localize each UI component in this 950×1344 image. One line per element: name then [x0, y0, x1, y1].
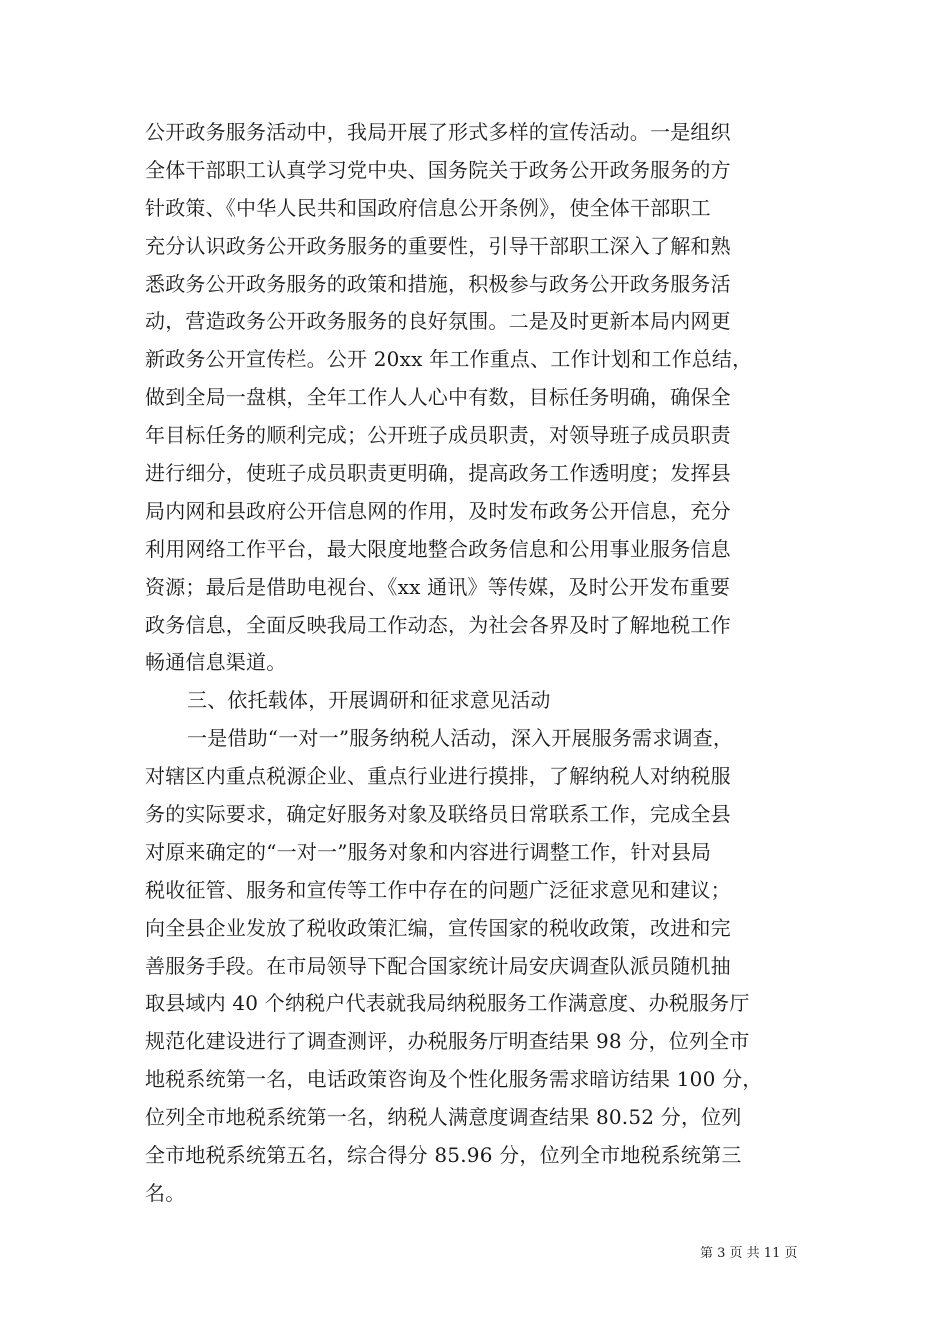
text-line: 对辖区内重点税源企业、重点行业进行摸排，了解纳税人对纳税服 — [145, 764, 731, 789]
body-text — [145, 114, 815, 1213]
text-line: 局内网和县政府公开信息网的作用，及时发布政务公开信息，充分 — [145, 498, 731, 523]
text-line: 资源；最后是借助电视台、《xx 通讯》等传媒，及时公开发布重要 — [145, 574, 731, 599]
text-line: 畅通信息渠道。 — [145, 650, 287, 675]
text-line: 公开政务服务活动中，我局开展了形式多样的宣传活动。一是组织 — [145, 120, 731, 144]
text-line: 充分认识政务公开政务服务的重要性，引导干部职工深入了解和熟 — [145, 233, 731, 258]
text-line: 做到全局一盘棋，全年工作人人心中有数，目标任务明确，确保全 — [145, 385, 731, 410]
text-line: 对原来确定的“一对一”服务对象和内容进行调整工作，针对县局 — [145, 839, 712, 864]
text-line: 政务信息，全面反映我局工作动态，为社会各界及时了解地税工作 — [145, 612, 731, 637]
text-line: 全市地税系统第五名，综合得分 85.96 分，位列全市地税系统第三 — [145, 1143, 742, 1168]
text-line: 进行细分，使班子成员职责更明确，提高政务工作透明度；发挥县 — [145, 461, 731, 486]
text-line: 向全县企业发放了税收政策汇编，宣传国家的税收政策，改进和完 — [145, 915, 731, 940]
text-line: 规范化建设进行了调查测评，办税服务厅明查结果 98 分，位列全市 — [145, 1029, 750, 1054]
text-line: 针政策、《中华人民共和国政府信息公开条例》，使全体干部职工 — [145, 195, 711, 220]
text-line: 税收征管、服务和宣传等工作中存在的问题广泛征求意见和建议； — [145, 877, 731, 902]
text-line: 务的实际要求，确定好服务对象及联络员日常联系工作，完成全县 — [145, 802, 731, 827]
text-line: 一是借助“一对一”服务纳税人活动，深入开展服务需求调查， — [187, 726, 734, 751]
text-line: 动，营造政务公开政务服务的良好氛围。二是及时更新本局内网更 — [145, 309, 731, 334]
section-heading: 三、依托载体，开展调研和征求意见活动 — [187, 688, 551, 713]
text-line: 利用网络工作平台，最大限度地整合政务信息和公用事业服务信息 — [145, 536, 731, 561]
text-line: 悉政务公开政务服务的政策和措施，积极参与政务公开政务服务活 — [145, 271, 731, 296]
text-line: 取县域内 40 个纳税户代表就我局纳税服务工作满意度、办税服务厅 — [145, 991, 750, 1016]
text-line: 年目标任务的顺利完成；公开班子成员职责，对领导班子成员职责 — [145, 423, 731, 448]
text-line: 地税系统第一名，电话政策咨询及个性化服务需求暗访结果 100 分， — [145, 1067, 763, 1092]
text-line: 位列全市地税系统第一名，纳税人满意度调查结果 80.52 分，位列 — [145, 1105, 742, 1130]
page-number: 第 3 页 共 11 页 — [700, 1246, 798, 1261]
text-line: 善服务手段。在市局领导下配合国家统计局安庆调查队派员随机抽 — [145, 953, 731, 978]
text-line: 新政务公开宣传栏。公开 20xx 年工作重点、工作计划和工作总结， — [145, 347, 753, 372]
text-line: 名。 — [145, 1180, 186, 1205]
text-line: 全体干部职工认真学习党中央、国务院关于政务公开政务服务的方 — [145, 157, 731, 182]
